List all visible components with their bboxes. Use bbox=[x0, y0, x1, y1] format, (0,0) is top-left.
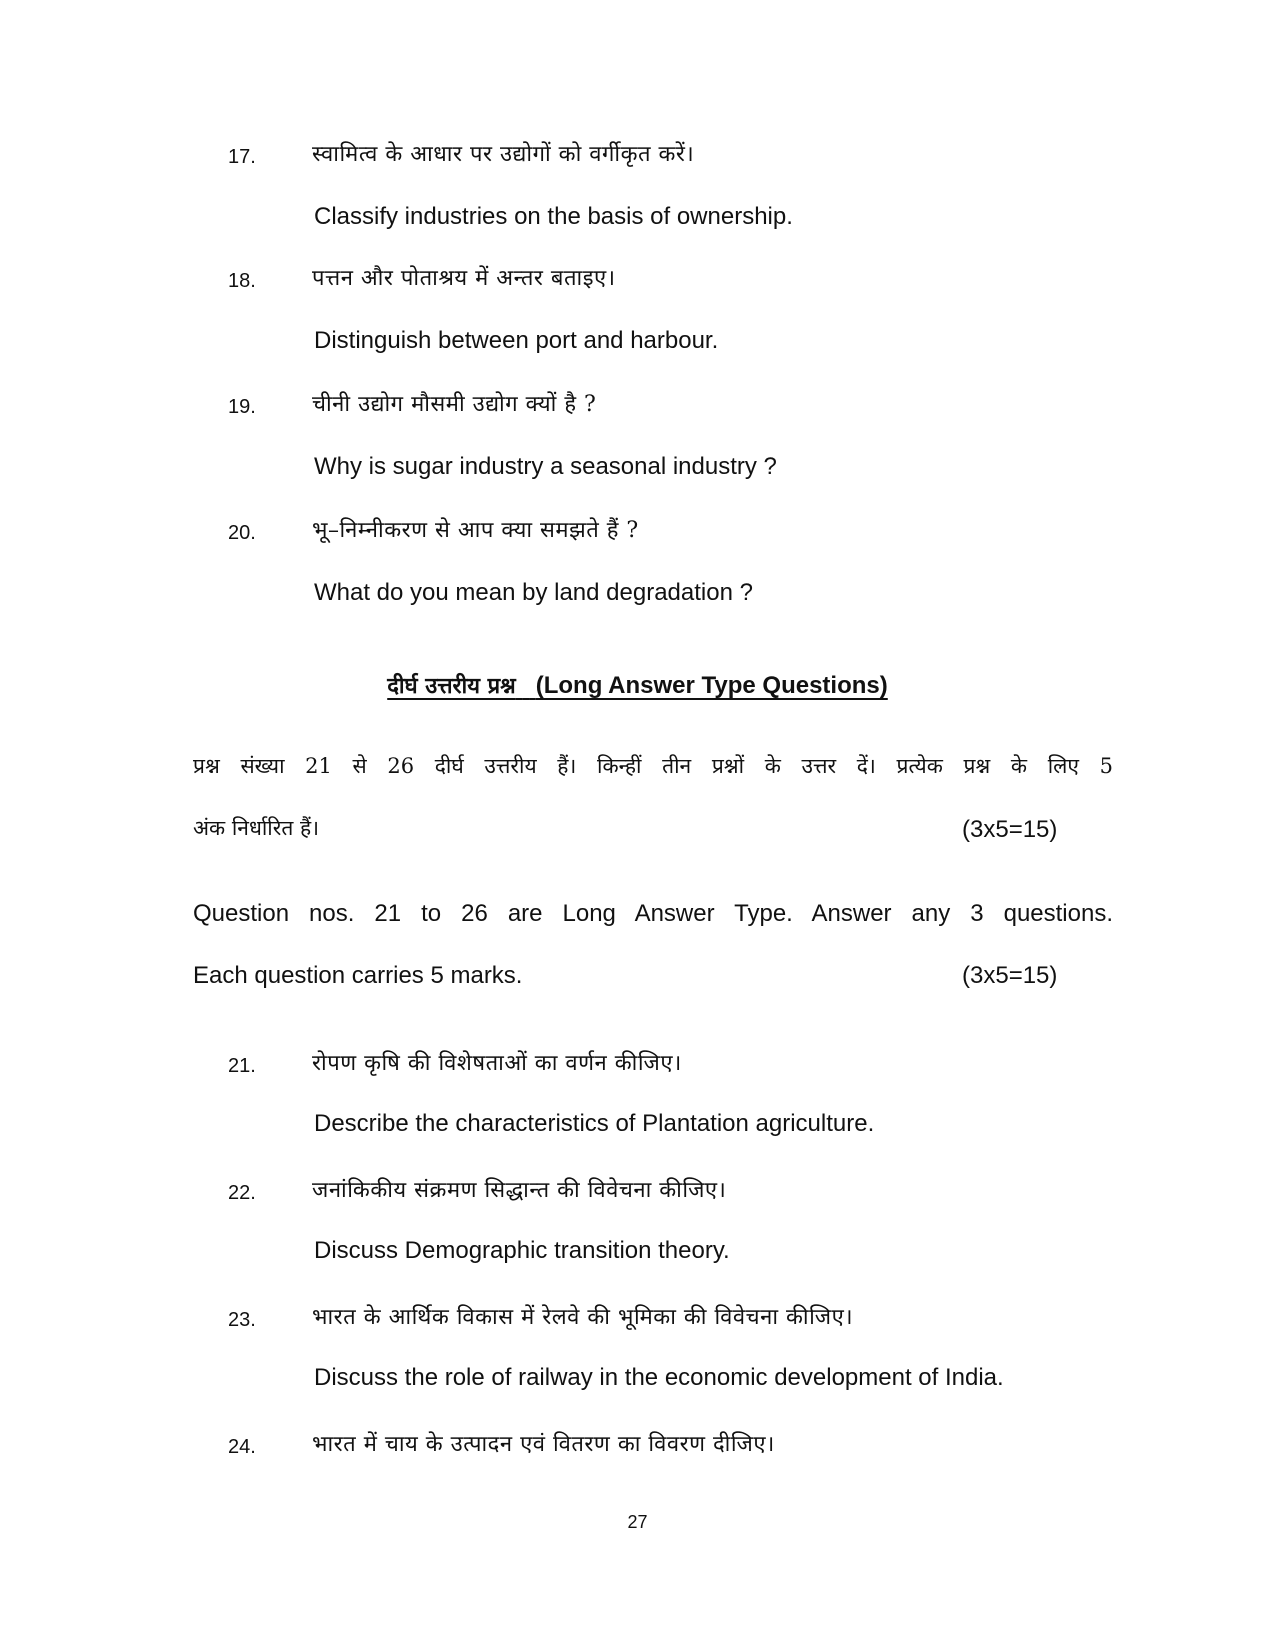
question-hindi-text: पत्तन और पोताश्रय में अन्तर बताइए। bbox=[312, 266, 616, 291]
question-number: 22. bbox=[228, 1182, 256, 1204]
section-heading-english: (Long Answer Type Questions) bbox=[535, 672, 888, 699]
instruction-hindi-line-2: अंक निर्धारित हैं। bbox=[193, 816, 320, 840]
question-english-text: Describe the characteristics of Plantation agriculture. bbox=[314, 1110, 875, 1137]
question-hindi-text: भारत के आर्थिक विकास में रेलवे की भूमिका की विवेचना कीजिए। bbox=[312, 1305, 854, 1330]
question-english-text: Distinguish between port and harbour. bbox=[314, 327, 719, 354]
section-heading-hindi: दीर्घ उत्तरीय प्रश्न bbox=[387, 673, 516, 699]
question-number: 18. bbox=[228, 270, 256, 292]
question-number: 23. bbox=[228, 1309, 256, 1331]
question-english-text: What do you mean by land degradation ? bbox=[314, 579, 753, 606]
marks-hindi: (3x5=15) bbox=[962, 816, 1058, 843]
question-hindi-text: भू–निम्नीकरण से आप क्या समझते हैं ? bbox=[312, 518, 639, 543]
question-number: 24. bbox=[228, 1436, 256, 1458]
question-number: 21. bbox=[228, 1055, 256, 1077]
question-english-text: Classify industries on the basis of ownership. bbox=[314, 203, 793, 230]
page-number: 27 bbox=[627, 1512, 648, 1532]
instruction-hindi-line-1: प्रश्न संख्या 21 से 26 दीर्घ उत्तरीय हैं। किन्हीं तीन प्रश्नों के उत्तर दें। प्रत्येक प्रश्न के लिए 5 bbox=[193, 754, 1113, 778]
question-english-text: Discuss the role of railway in the economic development of India. bbox=[314, 1364, 1004, 1391]
question-english-text: Why is sugar industry a seasonal industry ? bbox=[314, 453, 777, 480]
question-hindi-text: स्वामित्व के आधार पर उद्योगों को वर्गीकृत करें। bbox=[312, 142, 695, 167]
question-hindi-text: रोपण कृषि की विशेषताओं का वर्णन कीजिए। bbox=[312, 1051, 682, 1076]
marks-english: (3x5=15) bbox=[962, 962, 1058, 989]
instruction-english-line-2: Each question carries 5 marks. bbox=[193, 962, 523, 989]
question-hindi-text: चीनी उद्योग मौसमी उद्योग क्यों है ? bbox=[312, 392, 597, 417]
question-english-text: Discuss Demographic transition theory. bbox=[314, 1237, 730, 1264]
section-heading bbox=[0, 670, 1275, 700]
question-hindi-text: भारत में चाय के उत्पादन एवं वितरण का विवरण दीजिए। bbox=[312, 1432, 775, 1457]
question-number: 20. bbox=[228, 522, 256, 544]
instruction-english-line-1: Question nos. 21 to 26 are Long Answer Type. Answer any 3 questions. bbox=[193, 900, 1113, 927]
question-number: 17. bbox=[228, 146, 256, 168]
question-hindi-text: जनांकिकीय संक्रमण सिद्धान्त की विवेचना कीजिए। bbox=[312, 1178, 727, 1203]
question-number: 19. bbox=[228, 396, 256, 418]
